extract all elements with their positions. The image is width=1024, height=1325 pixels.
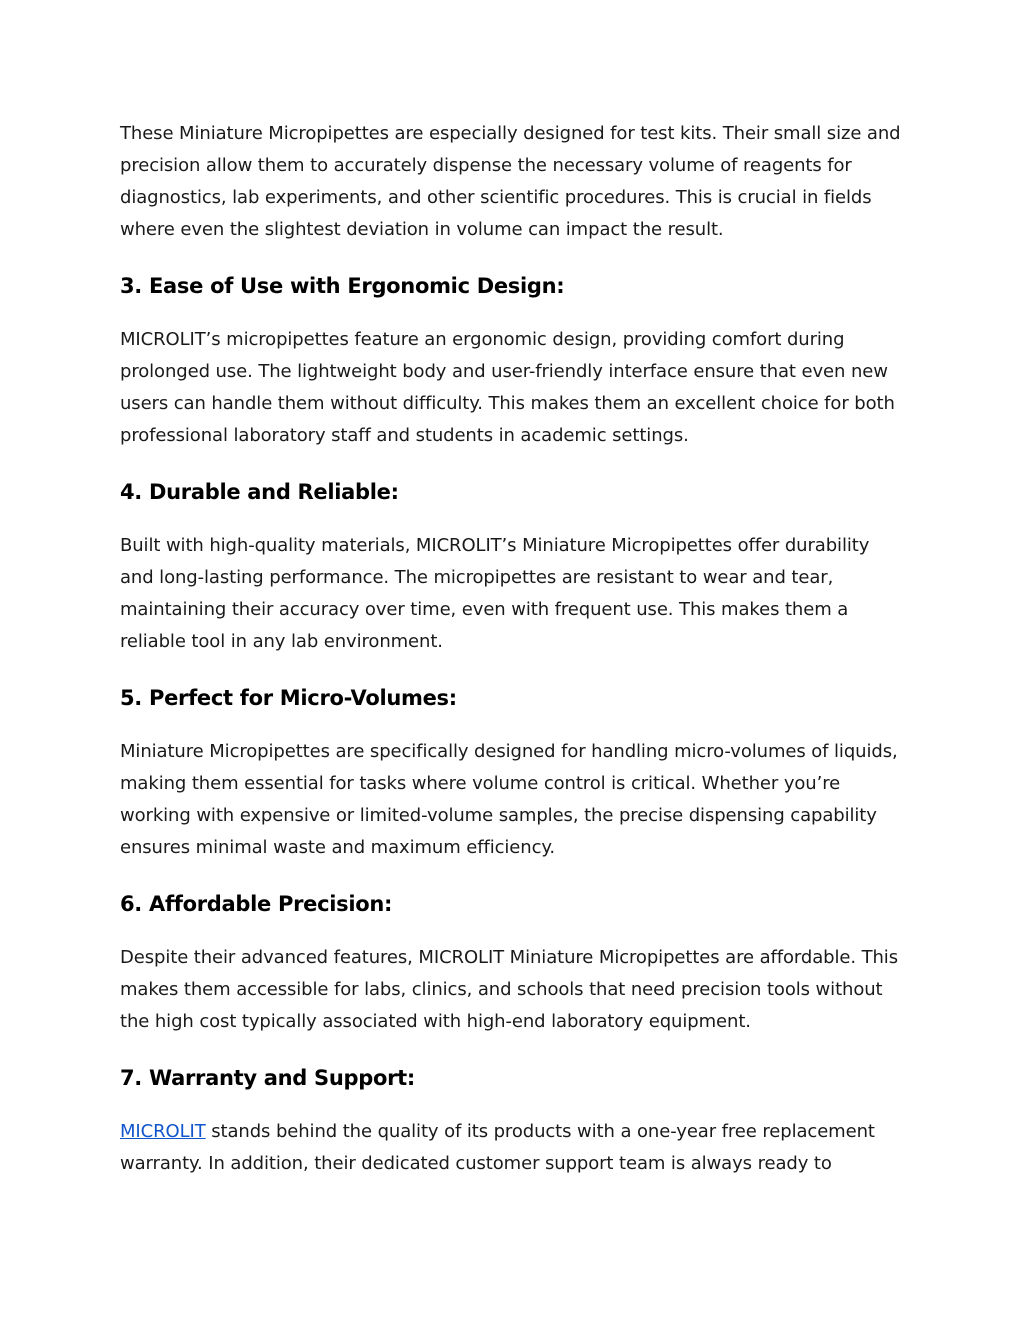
- warranty-support-text: stands behind the quality of its products with a one-year free replacement warranty. In addition, their dedicated customer support team is always ready to: [120, 1121, 875, 1174]
- section-heading-warranty-support: 7. Warranty and Support:: [120, 1066, 415, 1090]
- section-heading-affordable-precision: 6. Affordable Precision:: [120, 892, 393, 916]
- section-heading-durable-reliable: 4. Durable and Reliable:: [120, 480, 399, 504]
- section-heading-ergonomic-design: 3. Ease of Use with Ergonomic Design:: [120, 274, 565, 298]
- intro-paragraph: These Miniature Micropipettes are especially designed for test kits. Their small size and precision allow them to accurately dispense the necessary volume of reagents for diagnostics, lab experiments, and other scientific procedures. This is crucial in fields where even the slightest deviation in volume can impact the result.: [120, 123, 901, 240]
- section-heading-micro-volumes: 5. Perfect for Micro-Volumes:: [120, 686, 457, 710]
- section-body-micro-volumes: Miniature Micropipettes are specifically designed for handling micro-volumes of liquids, making them essential for tasks where volume control is critical. Whether you’re working with expensive or limited-volume samples, the precise dispensing capability ensures minimal waste and maximum efficiency.: [120, 741, 898, 858]
- section-body-affordable-precision: Despite their advanced features, MICROLIT Miniature Micropipettes are affordable. This makes them accessible for labs, clinics, and schools that need precision tools without the high cost typically associated with high-end laboratory equipment.: [120, 947, 898, 1032]
- document-page: [120, 118, 905, 1180]
- section-body-durable-reliable: Built with high-quality materials, MICROLIT’s Miniature Micropipettes offer durability and long-lasting performance. The micropipettes are resistant to wear and tear, maintaining their accuracy over time, even with frequent use. This makes them a reliable tool in any lab environment.: [120, 535, 870, 652]
- section-body-ergonomic-design: MICROLIT’s micropipettes feature an ergonomic design, providing comfort during prolonged use. The lightweight body and user-friendly interface ensure that even new users can handle them without difficulty. This makes them an excellent choice for both professional laboratory staff and students in academic settings.: [120, 329, 895, 446]
- section-body-warranty-support: [120, 1116, 905, 1180]
- microlit-link[interactable]: MICROLIT: [120, 1121, 206, 1142]
